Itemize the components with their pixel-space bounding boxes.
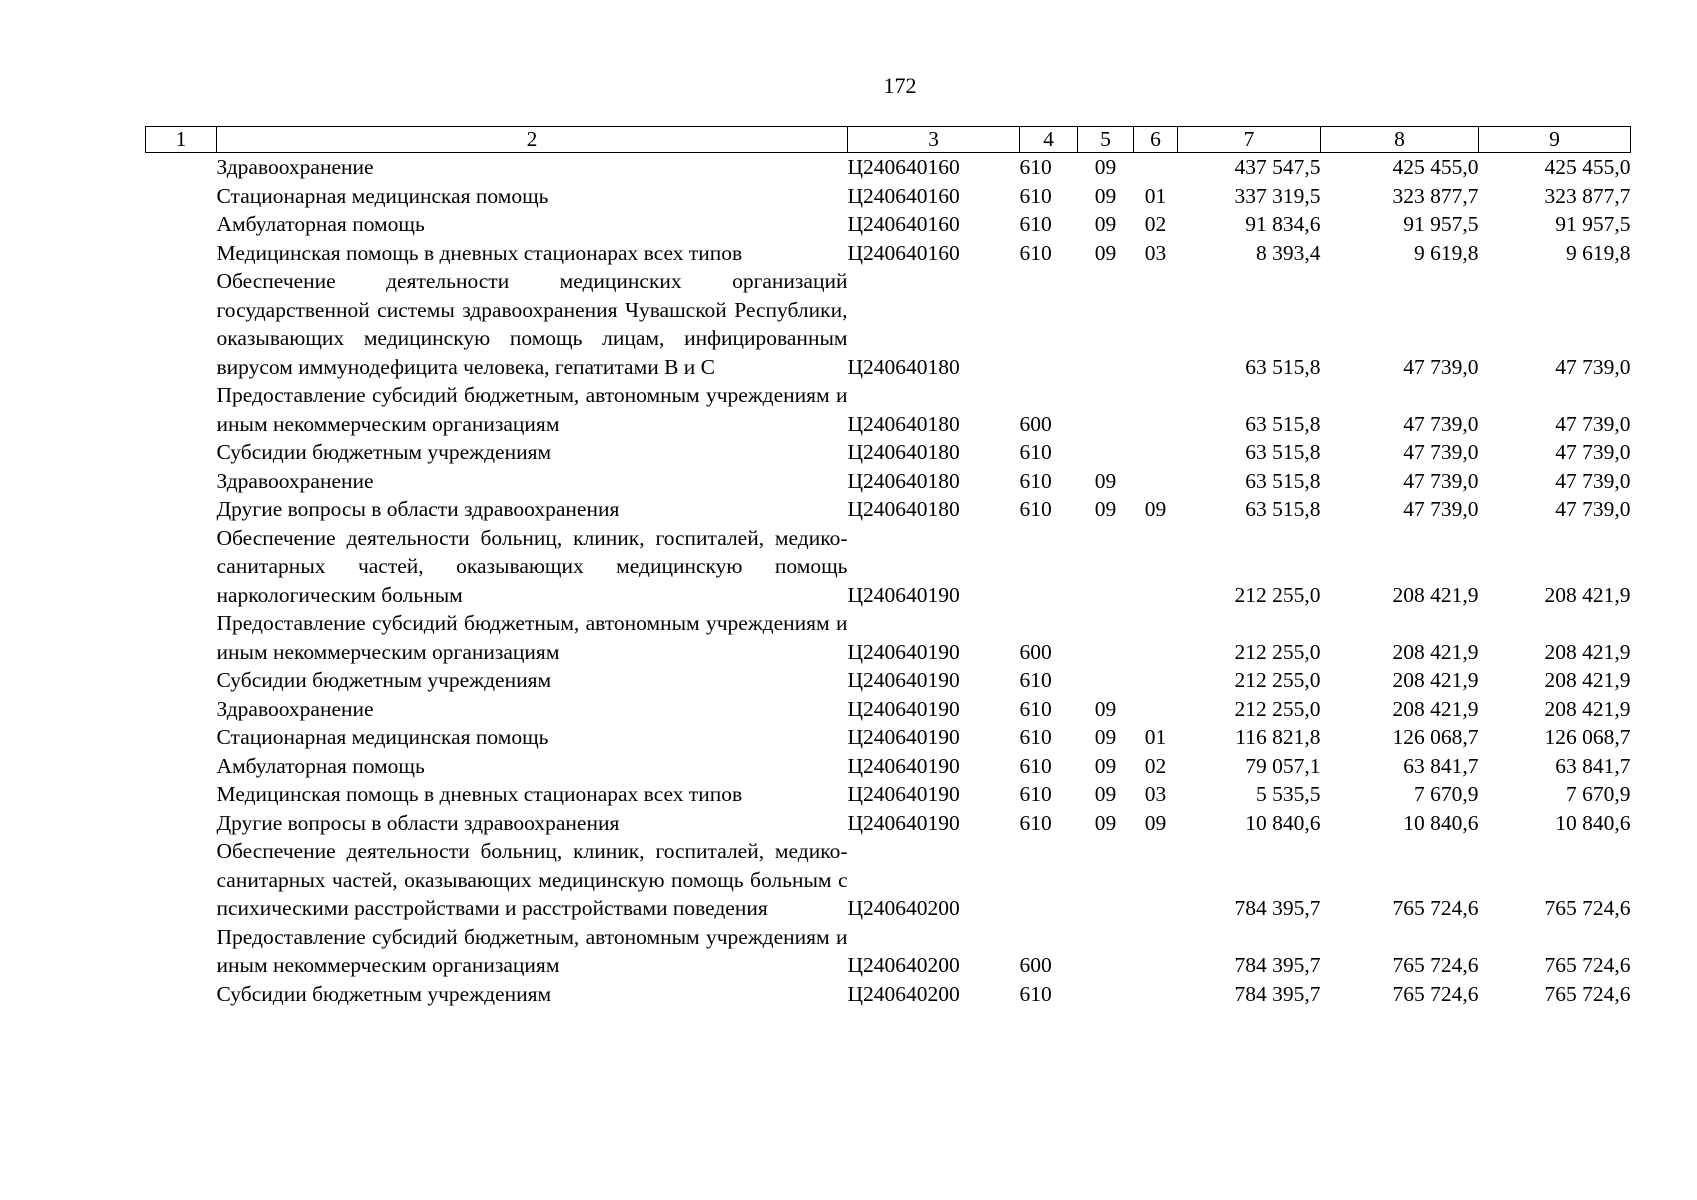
- row-col4: 610: [1019, 725, 1052, 749]
- row-col6: 09: [1144, 810, 1167, 835]
- row-value-9: 91 957,5: [1555, 212, 1631, 236]
- row-code: Ц240640200: [847, 981, 960, 1006]
- table-row: [146, 780, 1631, 809]
- row-col6: [1134, 524, 1178, 610]
- row-value-7: 784 395,7: [1234, 981, 1321, 1006]
- row-value-9: 425 455,0: [1544, 155, 1631, 179]
- row-col6: 03: [1144, 782, 1167, 806]
- table-row: [146, 495, 1631, 524]
- row-code: Ц240640160: [847, 155, 960, 179]
- column-header-1: 1: [146, 127, 217, 153]
- row-value-9: 765 724,6: [1544, 953, 1631, 977]
- row-code: Ц240640180: [847, 440, 960, 464]
- row-col4: 600: [1019, 411, 1052, 436]
- row-value-9: 47 739,0: [1555, 497, 1631, 521]
- row-col4: 600: [1019, 953, 1052, 977]
- row-col5: [1078, 666, 1134, 695]
- row-col4: 610: [1019, 240, 1052, 265]
- row-col4: 610: [1019, 497, 1052, 521]
- row-number-cell: [146, 980, 217, 1009]
- table-row: [146, 438, 1631, 467]
- table-row: [146, 752, 1631, 781]
- row-value-9: 208 421,9: [1544, 582, 1631, 607]
- row-code: Ц240640160: [847, 240, 960, 265]
- row-number-cell: [146, 182, 217, 211]
- row-col4: [1020, 267, 1078, 381]
- row-code: Ц240640180: [847, 411, 960, 436]
- row-number-cell: [146, 267, 217, 381]
- row-col4: 610: [1019, 155, 1052, 179]
- row-col5: [1078, 438, 1134, 467]
- row-name: Обеспечение деятельности медицинских организаций государственной системы здравоохранения Чувашской Республики, оказывающих медицинскую помощь лицам, инфицированным вирусом иммунодефицита человека, гепатитами В и С: [216, 269, 848, 379]
- row-value-7: 63 515,8: [1245, 468, 1321, 493]
- row-value-9: 47 739,0: [1555, 354, 1631, 379]
- row-value-8: 323 877,7: [1392, 183, 1479, 208]
- row-value-8: 63 841,7: [1403, 753, 1479, 778]
- row-value-8: 47 739,0: [1403, 468, 1479, 493]
- row-value-9: 63 841,7: [1555, 753, 1631, 778]
- row-col4: 610: [1019, 668, 1052, 692]
- row-col5: 09: [1094, 782, 1117, 806]
- row-value-7: 63 515,8: [1245, 411, 1321, 436]
- row-col5: [1078, 524, 1134, 610]
- row-col4: 610: [1019, 810, 1052, 835]
- table-row: [146, 666, 1631, 695]
- row-value-7: 116 821,8: [1235, 725, 1321, 749]
- row-name: Предоставление субсидий бюджетным, автономным учреждениям и иным некоммерческим организациям: [216, 924, 848, 977]
- row-col5: 09: [1094, 497, 1117, 521]
- row-code: Ц240640190: [847, 696, 960, 721]
- row-code: Ц240640160: [847, 212, 960, 236]
- row-col5: 09: [1094, 155, 1117, 179]
- row-col5: 09: [1094, 696, 1117, 721]
- row-value-9: 47 739,0: [1555, 411, 1631, 436]
- row-col4: 610: [1019, 212, 1052, 236]
- row-code: Ц240640200: [847, 953, 960, 977]
- row-number-cell: [146, 495, 217, 524]
- row-value-9: 10 840,6: [1555, 810, 1631, 835]
- table-row: [146, 267, 1631, 381]
- row-col6: [1134, 438, 1178, 467]
- row-value-9: 7 670,9: [1566, 782, 1631, 806]
- row-code: Ц240640190: [847, 725, 960, 749]
- table-row: [146, 695, 1631, 724]
- row-value-8: 765 724,6: [1392, 953, 1479, 977]
- row-value-8: 47 739,0: [1403, 440, 1479, 464]
- row-col6: 01: [1144, 725, 1167, 749]
- row-value-7: 437 547,5: [1234, 155, 1321, 179]
- row-number-cell: [146, 239, 217, 268]
- row-value-7: 212 255,0: [1234, 582, 1321, 607]
- row-value-8: 425 455,0: [1392, 155, 1479, 179]
- row-col4: 610: [1019, 981, 1052, 1006]
- row-code: Ц240640160: [847, 183, 960, 208]
- row-name: Амбулаторная помощь: [216, 212, 425, 236]
- row-col4: 610: [1019, 440, 1052, 464]
- row-value-7: 212 255,0: [1234, 696, 1321, 721]
- row-value-8: 10 840,6: [1403, 810, 1479, 835]
- row-col6: 02: [1144, 212, 1167, 236]
- row-value-7: 212 255,0: [1234, 668, 1321, 692]
- row-number-cell: [146, 837, 217, 923]
- row-col5: 09: [1094, 725, 1117, 749]
- row-value-7: 79 057,1: [1245, 753, 1321, 778]
- row-name: Амбулаторная помощь: [216, 753, 425, 778]
- row-number-cell: [146, 210, 217, 239]
- table-row: [146, 723, 1631, 752]
- row-name: Здравоохранение: [216, 468, 374, 493]
- row-value-7: 91 834,6: [1245, 212, 1321, 236]
- row-value-9: 208 421,9: [1544, 668, 1631, 692]
- row-col6: [1134, 267, 1178, 381]
- row-col4: 610: [1019, 782, 1052, 806]
- row-col6: [1134, 381, 1178, 438]
- column-header-6: 6: [1134, 127, 1178, 153]
- row-col6: 02: [1144, 753, 1167, 778]
- page-number: 172: [883, 73, 917, 98]
- column-header-5: 5: [1078, 127, 1134, 153]
- row-name: Обеспечение деятельности больниц, клиник, госпиталей, медико-санитарных частей, оказывающих медицинскую помощь наркологическим больным: [216, 525, 848, 607]
- row-name: Обеспечение деятельности больниц, клиник, госпиталей, медико-санитарных частей, оказывающих медицинскую помощь больным с психическими расстройствами и расстройствами поведения: [216, 839, 848, 920]
- row-col6: 03: [1144, 240, 1167, 265]
- row-code: Ц240640190: [847, 639, 960, 664]
- row-value-8: 208 421,9: [1392, 582, 1479, 607]
- table-row: [146, 809, 1631, 838]
- row-value-8: 208 421,9: [1392, 668, 1479, 692]
- row-name: Стационарная медицинская помощь: [216, 183, 549, 208]
- row-value-7: 5 535,5: [1256, 782, 1321, 806]
- row-col5: 09: [1094, 810, 1117, 835]
- table-row: [146, 609, 1631, 666]
- row-name: Здравоохранение: [216, 155, 374, 179]
- row-name: Медицинская помощь в дневных стационарах всех типов: [216, 782, 743, 806]
- row-name: Предоставление субсидий бюджетным, автономным учреждениям и иным некоммерческим организациям: [216, 383, 848, 436]
- row-number-cell: [146, 153, 217, 182]
- budget-table: [145, 126, 1631, 1008]
- row-name: Субсидии бюджетным учреждениям: [216, 440, 552, 464]
- row-col5: 09: [1094, 212, 1117, 236]
- row-code: Ц240640180: [847, 354, 960, 379]
- row-value-7: 63 515,8: [1245, 497, 1321, 521]
- row-value-9: 126 068,7: [1544, 725, 1631, 749]
- row-col4: [1020, 837, 1078, 923]
- row-number-cell: [146, 752, 217, 781]
- row-col6: [1134, 609, 1178, 666]
- row-col4: 610: [1019, 696, 1052, 721]
- row-value-8: 208 421,9: [1392, 639, 1479, 664]
- table-row: [146, 381, 1631, 438]
- row-col5: 09: [1094, 468, 1117, 493]
- row-col5: 09: [1094, 183, 1117, 208]
- row-code: Ц240640180: [847, 468, 960, 493]
- row-value-8: 208 421,9: [1392, 696, 1479, 721]
- row-code: Ц240640190: [847, 782, 960, 806]
- row-number-cell: [146, 609, 217, 666]
- row-col6: [1134, 837, 1178, 923]
- row-value-8: 47 739,0: [1403, 411, 1479, 436]
- row-value-8: 9 619,8: [1414, 240, 1479, 265]
- row-code: Ц240640190: [847, 668, 960, 692]
- row-value-9: 765 724,6: [1544, 981, 1631, 1006]
- row-value-7: 212 255,0: [1234, 639, 1321, 664]
- row-value-7: 10 840,6: [1245, 810, 1321, 835]
- row-code: Ц240640190: [847, 753, 960, 778]
- table-row: [146, 837, 1631, 923]
- row-value-7: 8 393,4: [1256, 240, 1321, 265]
- table-row: [146, 153, 1631, 182]
- row-value-9: 208 421,9: [1544, 696, 1631, 721]
- row-col5: [1078, 980, 1134, 1009]
- row-col5: [1078, 609, 1134, 666]
- row-col4: 610: [1019, 468, 1052, 493]
- row-col4: 610: [1019, 753, 1052, 778]
- row-name: Предоставление субсидий бюджетным, автономным учреждениям и иным некоммерческим организациям: [216, 611, 848, 664]
- column-header-8: 8: [1321, 127, 1479, 153]
- row-col6: [1134, 153, 1178, 182]
- row-number-cell: [146, 524, 217, 610]
- row-code: Ц240640180: [847, 497, 960, 521]
- row-col5: [1078, 381, 1134, 438]
- row-name: Стационарная медицинская помощь: [216, 725, 549, 749]
- table-row: [146, 980, 1631, 1009]
- table-row: [146, 182, 1631, 211]
- column-header-4: 4: [1020, 127, 1078, 153]
- row-name: Другие вопросы в области здравоохранения: [216, 497, 620, 521]
- row-number-cell: [146, 723, 217, 752]
- row-col4: 610: [1019, 183, 1052, 208]
- row-name: Другие вопросы в области здравоохранения: [216, 810, 620, 835]
- column-header-3: 3: [848, 127, 1020, 153]
- row-value-8: 765 724,6: [1392, 981, 1479, 1006]
- row-value-7: 63 515,8: [1245, 354, 1321, 379]
- row-col5: [1078, 267, 1134, 381]
- row-col6: [1134, 467, 1178, 496]
- row-number-cell: [146, 780, 217, 809]
- row-number-cell: [146, 666, 217, 695]
- row-name: Субсидии бюджетным учреждениям: [216, 981, 552, 1006]
- row-value-8: 47 739,0: [1403, 354, 1479, 379]
- row-col6: [1134, 923, 1178, 980]
- table-row: [146, 524, 1631, 610]
- row-value-8: 7 670,9: [1414, 782, 1479, 806]
- row-value-9: 208 421,9: [1544, 639, 1631, 664]
- row-value-9: 323 877,7: [1544, 183, 1631, 208]
- row-col5: [1078, 837, 1134, 923]
- row-name: Субсидии бюджетным учреждениям: [216, 668, 552, 692]
- row-col6: [1134, 695, 1178, 724]
- column-header-9: 9: [1479, 127, 1631, 153]
- table-row: [146, 210, 1631, 239]
- row-name: Медицинская помощь в дневных стационарах всех типов: [216, 240, 743, 265]
- row-col5: 09: [1094, 753, 1117, 778]
- row-col6: [1134, 980, 1178, 1009]
- header-row: [146, 127, 1631, 153]
- row-value-9: 765 724,6: [1544, 896, 1631, 920]
- table-row: [146, 467, 1631, 496]
- row-number-cell: [146, 438, 217, 467]
- row-col6: 09: [1144, 497, 1167, 521]
- row-col4: 600: [1019, 639, 1052, 664]
- row-code: Ц240640190: [847, 810, 960, 835]
- row-number-cell: [146, 695, 217, 724]
- table-body: [146, 153, 1631, 1009]
- row-number-cell: [146, 381, 217, 438]
- row-number-cell: [146, 923, 217, 980]
- row-col6: 01: [1144, 183, 1167, 208]
- row-col5: [1078, 923, 1134, 980]
- table-header: [146, 127, 1631, 153]
- row-col5: 09: [1094, 240, 1117, 265]
- row-code: Ц240640200: [847, 896, 960, 920]
- row-value-9: 47 739,0: [1555, 468, 1631, 493]
- row-value-7: 784 395,7: [1234, 953, 1321, 977]
- row-col4: [1020, 524, 1078, 610]
- row-col6: [1134, 666, 1178, 695]
- row-value-7: 784 395,7: [1234, 896, 1321, 920]
- row-value-9: 47 739,0: [1555, 440, 1631, 464]
- table-row: [146, 239, 1631, 268]
- row-value-7: 337 319,5: [1234, 183, 1321, 208]
- row-value-7: 63 515,8: [1245, 440, 1321, 464]
- column-header-7: 7: [1178, 127, 1321, 153]
- table-row: [146, 923, 1631, 980]
- row-value-8: 126 068,7: [1392, 725, 1479, 749]
- row-value-8: 765 724,6: [1392, 896, 1479, 920]
- row-value-8: 91 957,5: [1403, 212, 1479, 236]
- row-number-cell: [146, 809, 217, 838]
- row-value-8: 47 739,0: [1403, 497, 1479, 521]
- row-name: Здравоохранение: [216, 696, 374, 721]
- column-header-2: 2: [217, 127, 848, 153]
- row-code: Ц240640190: [847, 582, 960, 607]
- row-value-9: 9 619,8: [1566, 240, 1631, 265]
- row-number-cell: [146, 467, 217, 496]
